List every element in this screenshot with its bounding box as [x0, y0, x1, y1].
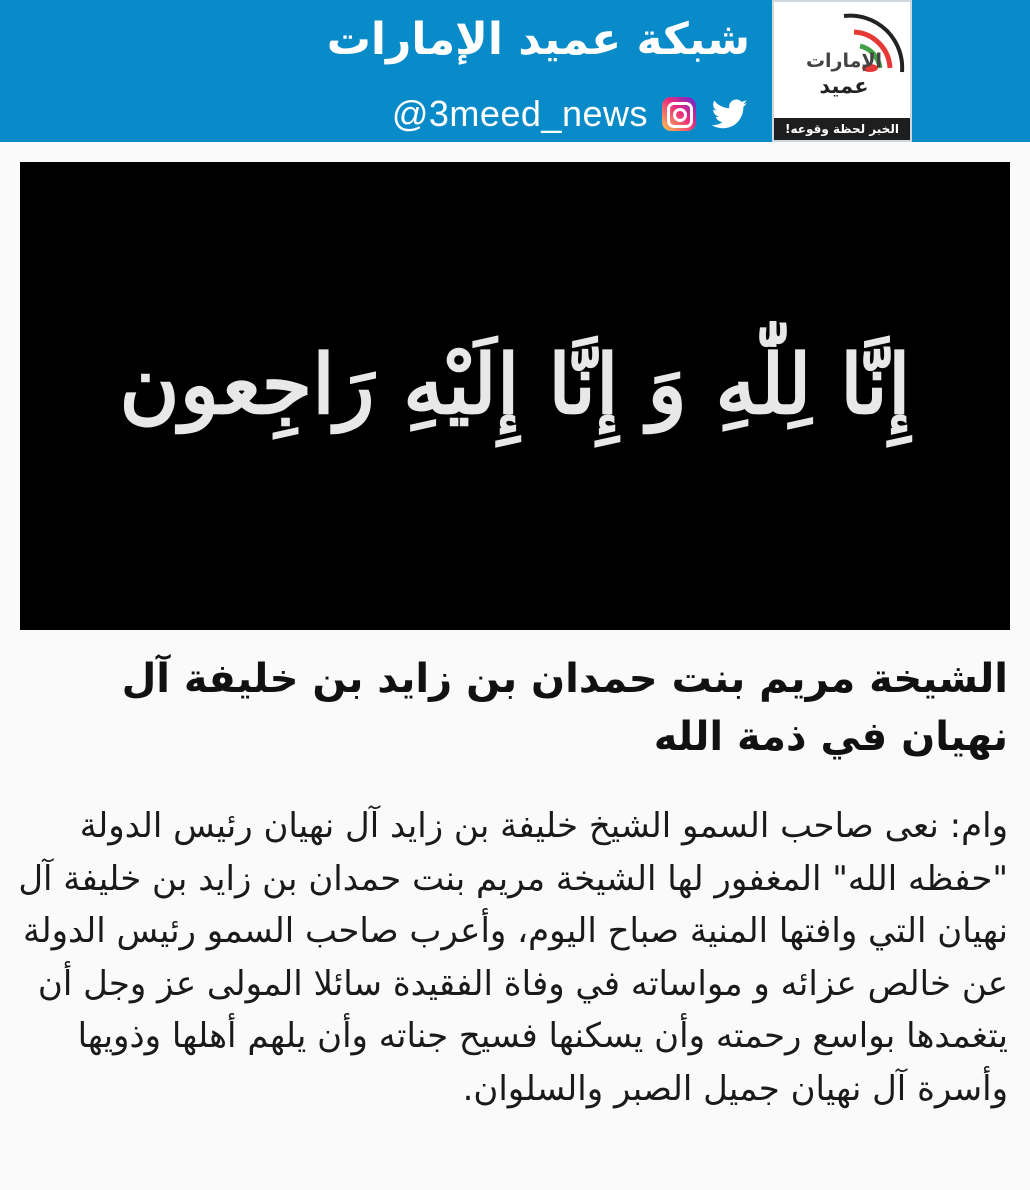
instagram-icon[interactable]: [662, 97, 696, 131]
social-links: [392, 92, 750, 136]
condolence-banner: [20, 162, 1010, 630]
article-body: وام: نعى صاحب السمو الشيخ خليفة بن زايد آل نهيان رئيس الدولة "حفظه الله" المغفور لها الشيخة مريم بنت حمدان بن زايد بن خليفة آل نهيان التي وافتها المنية صباح اليوم، وأعرب صاحب السمو رئيس الدولة عن خالص عزائه و مواساته في وفاة الفقيدة سائلا المولى عز وجل أن يتغمدها بواسع رحمته وأن يسكنها فسيح جناته وأن يلهم أهلها وذويها وأسرة آل نهيان جميل الصبر والسلوان.: [18, 806, 1008, 1109]
logo-line1: الإمارات: [805, 50, 883, 72]
logo-line2: عميد: [819, 74, 869, 98]
twitter-icon[interactable]: [710, 96, 750, 132]
article-headline: الشيخة مريم بنت حمدان بن زايد بن خليفة آل نهيان في ذمة الله: [121, 656, 1008, 760]
banner-verse: إِنَّا لِلّٰهِ وَ إِنَّا إِلَيْهِ رَاجِعون: [119, 337, 911, 433]
logo-tagline: الخبر لحظة وقوعه!: [774, 118, 910, 140]
site-name: شبكة عميد الإمارات: [326, 14, 750, 65]
site-logo[interactable]: [772, 0, 912, 142]
header-bar: [0, 0, 1030, 142]
social-handle[interactable]: @3meed_news: [391, 93, 648, 134]
